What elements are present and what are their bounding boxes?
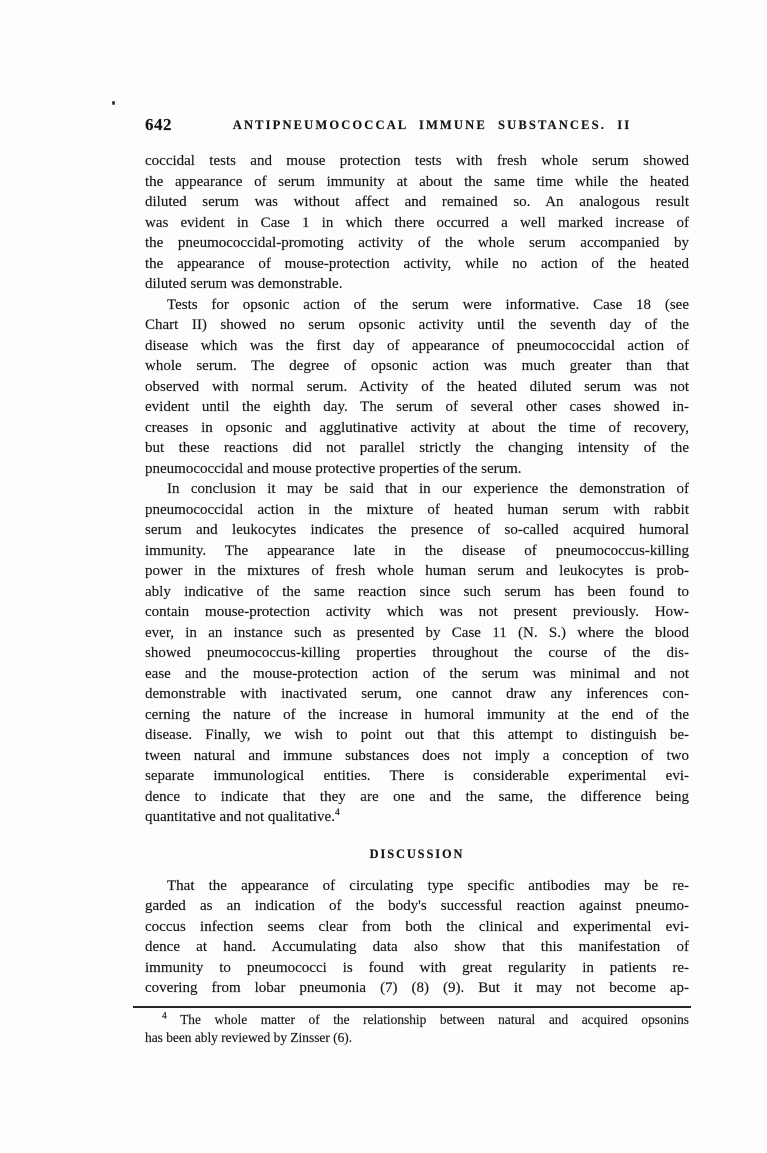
text-line: coccidal tests and mouse protection tests with fresh whole serum showed (145, 153, 689, 169)
text-line: the appearance of serum immunity at about the same time while the heated (145, 173, 689, 190)
discussion-body (145, 876, 689, 999)
text-line: dence to indicate that they are one and the same, the difference being (145, 788, 689, 805)
text-line: That the appearance of circulating type specific antibodies may be re- (167, 877, 689, 894)
text-line: creases in opsonic and agglutinative activity at about the time of recovery, (145, 419, 689, 436)
text-line: serum and leukocytes indicates the presence of so-called acquired humoral (145, 522, 689, 538)
text-line: coccus infection seems clear from both the clinical and experimental evi- (145, 918, 689, 935)
article-body (145, 151, 689, 828)
text-line: evident until the eighth day. The serum of several other cases showed in- (145, 399, 689, 415)
text-line: immunity. The appearance late in the disease of pneumococcus-killing (145, 542, 689, 559)
text-line: ever, in an instance such as presented by Case 11 (N. S.) where the blood (145, 624, 689, 641)
text-line: Tests for opsonic action of the serum were informative. Case 18 (see (167, 296, 689, 313)
text-line: diluted serum was demonstrable. (145, 276, 343, 292)
footnote-marker: 4 (162, 1011, 167, 1022)
text-line: disease which was the first day of appearance of pneumococcidal action of (145, 337, 689, 354)
text-line: power in the mixtures of fresh whole human serum and leukocytes is prob- (145, 563, 689, 579)
text-line: ease and the mouse-protection action of the serum was minimal and not (145, 665, 689, 682)
running-title: ANTIPNEUMOCOCCAL IMMUNE SUBSTANCES. II (232, 118, 632, 132)
footnote-line: has been ably reviewed by Zinsser (6). (145, 1030, 353, 1045)
text-line: but these reactions did not parallel strictly the changing intensity of the (145, 440, 689, 456)
text-line: Chart II) showed no serum opsonic activity until the seventh day of the (145, 317, 689, 333)
text-line: In conclusion it may be said that in our experience the demonstration of (167, 481, 689, 497)
footnote-line: $^4$ The whole matter of the relationship between natural and acquired opsonins (162, 1011, 689, 1027)
section-heading-discussion: DISCUSSION (369, 846, 465, 861)
text-line: pneumococcidal action in the mixture of heated human serum with rabbit (145, 501, 689, 518)
text-line: quantitative and not qualitative.$^4$ (145, 808, 340, 825)
text-line: was evident in Case 1 in which there occurred a well marked increase of (145, 214, 689, 231)
text-line: diluted serum was without affect and remained so. An analogous result (145, 194, 689, 210)
footnote (145, 1011, 689, 1048)
text-line: dence at hand. Accumulating data also show that this manifestation of (145, 939, 689, 955)
paragraph (145, 295, 689, 480)
text-line: immunity to pneumococci is found with great regularity in patients re- (145, 959, 689, 976)
paragraph (145, 479, 689, 828)
text-column (145, 151, 689, 1048)
text-line: disease. Finally, we wish to point out that this attempt to distinguish be- (145, 727, 689, 743)
paragraph (145, 876, 689, 999)
scan-speck (112, 101, 115, 105)
text-line: showed pneumococcus-killing properties throughout the course of the dis- (145, 645, 689, 661)
text-line: garded as an indication of the body's successful reaction against pneumo- (145, 898, 689, 914)
text-line: covering from lobar pneumonia (7) (8) (9). But it may not become ap- (145, 980, 689, 996)
footnote-rule (133, 1006, 691, 1008)
page-number: 642 (145, 115, 172, 134)
paragraph (145, 151, 689, 295)
text-line: pneumococcidal and mouse protective properties of the serum. (145, 460, 522, 477)
text-line: the pneumococcidal-promoting activity of the whole serum accompanied by (145, 235, 689, 251)
text-line: observed with normal serum. Activity of the heated diluted serum was not (145, 378, 689, 395)
text-line: the appearance of mouse-protection activity, while no action of the heated (145, 255, 689, 272)
running-head (145, 115, 689, 135)
text-line: tween natural and immune substances does not imply a conception of two (145, 747, 689, 764)
text-line: separate immunological entities. There is considerable experimental evi- (145, 768, 689, 784)
text-line: cerning the nature of the increase in humoral immunity at the end of the (145, 706, 689, 723)
text-line: contain mouse-protection activity which was not present previously. How- (145, 604, 689, 620)
text-line: demonstrable with inactivated serum, one cannot draw any inferences con- (145, 686, 689, 702)
text-line: whole serum. The degree of opsonic action was much greater than that (145, 358, 689, 374)
footnote-reference: 4 (334, 808, 340, 818)
text-line: ably indicative of the same reaction since such serum has been found to (145, 583, 689, 600)
